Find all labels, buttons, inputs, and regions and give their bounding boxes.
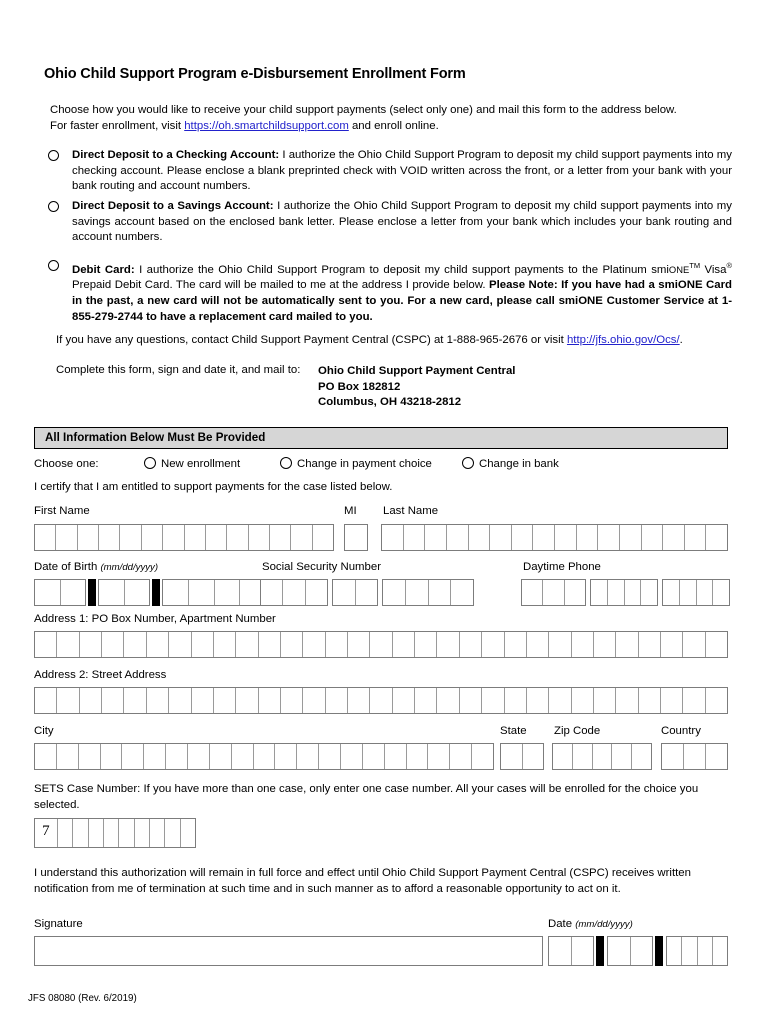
state-input[interactable]	[500, 743, 544, 770]
comb-cell[interactable]	[283, 580, 305, 605]
comb-cell[interactable]	[697, 580, 714, 605]
comb-cell[interactable]	[667, 937, 682, 965]
comb-cell[interactable]	[259, 688, 281, 713]
comb-cell[interactable]	[326, 632, 348, 657]
comb-cell[interactable]	[598, 525, 620, 550]
comb-cell[interactable]	[490, 525, 512, 550]
city-input[interactable]	[34, 743, 494, 770]
comb-cell[interactable]	[641, 580, 657, 605]
page-title: Ohio Child Support Program e-Disbursement Enrollment Form	[44, 66, 466, 82]
payment-option-savings-text	[72, 199, 732, 246]
comb-cell[interactable]	[57, 744, 79, 769]
comb-cell[interactable]	[189, 580, 215, 605]
comb-cell[interactable]	[447, 525, 469, 550]
comb-cell[interactable]	[142, 525, 163, 550]
comb-cell[interactable]	[89, 819, 104, 847]
comb-cell[interactable]	[393, 688, 415, 713]
questions-line	[56, 334, 683, 346]
comb-cell[interactable]	[407, 744, 429, 769]
comb-cell[interactable]	[577, 525, 599, 550]
zip-code-label: Zip Code	[554, 725, 601, 737]
comb-cell[interactable]	[594, 632, 616, 657]
ssn-serial-input[interactable]	[382, 579, 474, 606]
signature-input[interactable]	[34, 936, 543, 966]
comb-cell[interactable]	[450, 744, 472, 769]
comb-cell[interactable]	[437, 632, 459, 657]
payment-option-checking-body: I authorize the Ohio Child Support Program to deposit my child support payments into my checking account. Please enclose a blank preprinted check with VOID written across the front, or a letter from your bank with your bank routing and account numbers.	[72, 149, 732, 193]
comb-cell[interactable]	[102, 688, 124, 713]
payment-option-savings-body: I authorize the Ohio Child Support Program to deposit my child support payments into my savings account based on the enclosed bank letter. Please enclose a letter from your bank which includes your bank routing and account numbers.	[72, 200, 732, 244]
comb-cell[interactable]	[169, 688, 191, 713]
comb-cell[interactable]	[608, 937, 631, 965]
comb-cell[interactable]	[460, 688, 482, 713]
comb-cell[interactable]	[522, 580, 543, 605]
comb-cell[interactable]	[101, 744, 123, 769]
comb-cell[interactable]	[662, 744, 684, 769]
comb-cell[interactable]	[120, 525, 141, 550]
comb-cell[interactable]	[472, 744, 493, 769]
questions-text-post: .	[679, 334, 683, 346]
questions-text-pre: If you have any questions, contact Child Support Payment Central (CSPC) at 1-888-965-2676 or visit	[56, 334, 567, 346]
mi-label: MI	[344, 505, 357, 517]
mailto-line-1: Ohio Child Support Payment Central	[318, 365, 516, 377]
daytime-phone-line-input[interactable]	[662, 579, 730, 606]
comb-cell[interactable]	[533, 525, 555, 550]
comb-cell[interactable]	[102, 632, 124, 657]
mailto-line-3: Columbus, OH 43218-2812	[318, 396, 462, 408]
comb-cell[interactable]	[632, 744, 651, 769]
payment-option-savings-label: Direct Deposit to a Savings Account:	[72, 200, 274, 212]
signature-label: Signature	[34, 918, 83, 930]
city-label: City	[34, 725, 54, 737]
comb-cell[interactable]	[348, 688, 370, 713]
comb-cell[interactable]	[661, 688, 683, 713]
intro-line-2-pre: For faster enrollment, visit	[50, 119, 185, 132]
comb-cell[interactable]	[573, 744, 593, 769]
choose-option-change-in-bank-label: Change in bank	[479, 458, 559, 470]
payment-option-checking[interactable]	[46, 148, 732, 195]
state-label: State	[500, 725, 527, 737]
address1-label: Address 1: PO Box Number, Apartment Number	[34, 613, 276, 625]
comb-cell[interactable]	[270, 525, 291, 550]
comb-cell[interactable]	[631, 937, 653, 965]
comb-cell[interactable]	[281, 688, 303, 713]
comb-cell[interactable]	[35, 525, 56, 550]
intro-paragraph	[50, 103, 732, 134]
comb-cell[interactable]	[61, 580, 86, 605]
comb-cell[interactable]	[706, 632, 727, 657]
jfs-ocs-link[interactable]: http://jfs.ohio.gov/Ocs/	[566, 334, 680, 346]
choose-option-change-payment-choice[interactable]	[280, 457, 432, 470]
comb-cell[interactable]	[460, 632, 482, 657]
comb-cell[interactable]	[58, 819, 73, 847]
comb-cell[interactable]	[236, 632, 258, 657]
comb-cell[interactable]	[35, 580, 61, 605]
comb-cell[interactable]	[135, 819, 150, 847]
signature-date-day-input[interactable]	[607, 936, 653, 966]
comb-cell[interactable]	[124, 632, 146, 657]
comb-cell[interactable]	[437, 688, 459, 713]
comb-cell[interactable]	[642, 525, 664, 550]
certify-statement: I certify that I am entitled to support payments for the case listed below.	[34, 481, 393, 493]
comb-cell[interactable]	[549, 688, 571, 713]
choose-one-row	[34, 456, 734, 476]
comb-cell[interactable]	[385, 744, 407, 769]
comb-cell[interactable]	[348, 632, 370, 657]
comb-cell[interactable]	[683, 688, 705, 713]
comb-cell[interactable]	[104, 819, 119, 847]
comb-cell[interactable]	[363, 744, 385, 769]
comb-cell[interactable]	[163, 525, 184, 550]
comb-cell[interactable]	[165, 819, 180, 847]
comb-cell[interactable]	[594, 688, 616, 713]
comb-cell[interactable]	[706, 525, 727, 550]
comb-cell[interactable]	[345, 525, 367, 550]
comb-cell[interactable]	[333, 580, 356, 605]
smione-one-smallcaps: ONE	[668, 263, 690, 275]
comb-cell[interactable]	[682, 937, 697, 965]
comb-cell[interactable]	[99, 525, 120, 550]
comb-cell[interactable]	[393, 632, 415, 657]
comb-cell[interactable]	[192, 688, 214, 713]
comb-cell[interactable]	[144, 744, 166, 769]
date-of-birth-day-input[interactable]	[98, 579, 150, 606]
comb-cell[interactable]	[261, 580, 283, 605]
comb-cell[interactable]	[99, 580, 125, 605]
date-of-birth-month-input[interactable]	[34, 579, 86, 606]
comb-cell[interactable]	[482, 632, 504, 657]
choose-option-change-payment-choice-label: Change in payment choice	[297, 458, 432, 470]
comb-cell[interactable]	[451, 580, 473, 605]
comb-cell[interactable]	[306, 580, 327, 605]
comb-cell[interactable]	[706, 744, 727, 769]
comb-cell[interactable]	[147, 688, 169, 713]
comb-cell[interactable]	[572, 937, 594, 965]
comb-cell[interactable]	[227, 525, 248, 550]
comb-cell[interactable]	[706, 688, 727, 713]
comb-cell[interactable]	[166, 744, 188, 769]
comb-cell[interactable]	[505, 688, 527, 713]
ssn-area-input[interactable]	[260, 579, 328, 606]
comb-cell[interactable]	[79, 744, 101, 769]
comb-cell[interactable]	[661, 632, 683, 657]
comb-cell[interactable]	[591, 580, 608, 605]
comb-cell[interactable]	[78, 525, 99, 550]
comb-cell[interactable]	[425, 525, 447, 550]
comb-cell[interactable]: 7	[35, 819, 58, 847]
sets-case-number-label: SETS Case Number: If you have more than one case, only enter one case number. All your cases will be enrolled for the choice you selected.	[34, 783, 699, 811]
comb-cell[interactable]	[80, 688, 102, 713]
registered-symbol: ®	[726, 261, 732, 270]
comb-cell[interactable]	[297, 744, 319, 769]
comb-cell[interactable]	[553, 744, 573, 769]
comb-cell[interactable]	[236, 688, 258, 713]
comb-cell[interactable]	[259, 632, 281, 657]
mailto-address	[318, 364, 515, 411]
comb-cell[interactable]	[356, 580, 378, 605]
comb-cell[interactable]	[326, 688, 348, 713]
comb-cell[interactable]	[527, 688, 549, 713]
comb-cell[interactable]	[124, 688, 146, 713]
comb-cell[interactable]	[565, 580, 585, 605]
trademark-symbol: TM	[689, 261, 701, 270]
comb-cell[interactable]	[370, 632, 392, 657]
comb-cell[interactable]	[639, 632, 661, 657]
country-input[interactable]	[661, 743, 728, 770]
comb-cell[interactable]	[215, 580, 241, 605]
comb-cell[interactable]	[192, 632, 214, 657]
signature-date-separator-1	[596, 936, 604, 966]
payment-option-checking-label: Direct Deposit to a Checking Account:	[72, 149, 280, 161]
comb-cell[interactable]	[169, 632, 191, 657]
choose-one-label: Choose one:	[34, 458, 99, 470]
comb-cell[interactable]	[404, 525, 426, 550]
signature-date-separator-2	[655, 936, 663, 966]
comb-cell[interactable]	[572, 688, 594, 713]
comb-cell[interactable]	[415, 688, 437, 713]
comb-cell[interactable]	[57, 632, 79, 657]
debit-please-note: Please Note: If you have had a smiONE Card in the past, a new card will not be automatically sent to you. For a new card, please call smiONE Customer Service at 1-855-279-2744 to have a replacement card mailed to you.	[72, 279, 733, 323]
mi-input[interactable]	[344, 524, 368, 551]
comb-cell[interactable]	[254, 744, 276, 769]
payment-option-debit-card[interactable]	[46, 258, 732, 325]
signature-date-label	[548, 918, 633, 930]
comb-cell[interactable]	[429, 580, 452, 605]
ssn-label: Social Security Number	[262, 561, 382, 573]
debit-body-1: I authorize the Ohio Child Support Program to deposit my child support payments to the Platinum smi	[134, 263, 669, 276]
daytime-phone-prefix-input[interactable]	[590, 579, 658, 606]
date-of-birth-year-input[interactable]	[162, 579, 266, 606]
comb-cell[interactable]	[683, 632, 705, 657]
comb-cell[interactable]	[505, 632, 527, 657]
last-name-label: Last Name	[383, 505, 439, 517]
comb-cell[interactable]	[214, 688, 236, 713]
comb-cell[interactable]	[527, 632, 549, 657]
payment-option-checking-text	[72, 148, 732, 195]
daytime-phone-area-input[interactable]	[521, 579, 586, 606]
mailto-line-2: PO Box 182812	[318, 380, 401, 393]
payment-option-debit-card-label: Debit Card:	[72, 263, 135, 276]
comb-cell[interactable]	[125, 580, 150, 605]
comb-cell[interactable]	[232, 744, 254, 769]
comb-cell[interactable]	[698, 937, 713, 965]
comb-cell[interactable]	[616, 688, 638, 713]
comb-cell[interactable]	[428, 744, 450, 769]
comb-cell[interactable]	[313, 525, 333, 550]
comb-cell[interactable]	[210, 744, 232, 769]
comb-cell[interactable]	[620, 525, 642, 550]
comb-cell[interactable]	[555, 525, 577, 550]
comb-cell[interactable]	[406, 580, 429, 605]
comb-cell[interactable]	[249, 525, 270, 550]
comb-cell[interactable]	[56, 525, 77, 550]
zip-code-input[interactable]	[552, 743, 652, 770]
comb-cell[interactable]	[341, 744, 363, 769]
comb-cell[interactable]	[549, 937, 572, 965]
comb-cell[interactable]	[119, 819, 134, 847]
radio-change-payment-choice[interactable]	[280, 457, 292, 469]
radio-change-in-bank[interactable]	[462, 457, 474, 469]
comb-cell[interactable]	[188, 744, 210, 769]
comb-cell[interactable]	[713, 937, 727, 965]
comb-cell[interactable]	[150, 819, 165, 847]
ssn-group-input[interactable]	[332, 579, 378, 606]
comb-cell[interactable]	[612, 744, 632, 769]
comb-cell[interactable]	[214, 632, 236, 657]
comb-cell[interactable]	[680, 580, 697, 605]
country-label: Country	[661, 725, 701, 737]
comb-cell[interactable]	[303, 688, 325, 713]
date-separator-2	[152, 579, 160, 606]
payment-option-debit-card-text	[72, 258, 732, 325]
comb-cell[interactable]	[684, 744, 706, 769]
comb-cell[interactable]	[713, 580, 729, 605]
comb-cell[interactable]	[73, 819, 88, 847]
signature-date-month-input[interactable]	[548, 936, 594, 966]
comb-cell[interactable]	[185, 525, 206, 550]
comb-cell[interactable]	[685, 525, 707, 550]
radio-debit-card[interactable]	[48, 260, 59, 271]
authorization-paragraph: I understand this authorization will remain in full force and effect until Ohio Child Support Payment Central (CSPC) receives written notification from me of termination at such time and in such manner as to afford a reasonable opportunity to act on it.	[34, 867, 691, 895]
address2-input[interactable]	[34, 687, 728, 714]
first-name-input[interactable]	[34, 524, 334, 551]
sets-case-number-input[interactable]	[34, 818, 196, 848]
comb-cell[interactable]	[608, 580, 625, 605]
address2-label: Address 2: Street Address	[34, 669, 167, 681]
intro-line-2-post: and enroll online.	[348, 119, 439, 132]
choose-option-new-enrollment[interactable]	[144, 457, 240, 470]
payment-option-savings[interactable]	[46, 199, 732, 246]
date-of-birth-format: (mm/dd/yyyy)	[100, 562, 159, 573]
comb-cell[interactable]	[35, 744, 57, 769]
smartchildsupport-link[interactable]: https://oh.smartchildsupport.com	[184, 119, 349, 132]
comb-cell[interactable]	[663, 525, 685, 550]
radio-savings[interactable]	[48, 201, 59, 212]
comb-cell[interactable]	[639, 688, 661, 713]
comb-cell[interactable]	[469, 525, 491, 550]
comb-cell[interactable]	[80, 632, 102, 657]
comb-cell[interactable]	[482, 688, 504, 713]
debit-body-3: Prepaid Debit Card. The card will be mailed to me at the address I provide below.	[72, 279, 489, 292]
comb-cell[interactable]	[543, 580, 564, 605]
comb-cell[interactable]	[163, 580, 189, 605]
first-name-label: First Name	[34, 505, 90, 517]
comb-cell[interactable]	[35, 632, 57, 657]
comb-cell[interactable]	[415, 632, 437, 657]
comb-cell[interactable]	[35, 688, 57, 713]
comb-cell[interactable]	[572, 632, 594, 657]
radio-checking[interactable]	[48, 150, 59, 161]
comb-cell[interactable]	[291, 525, 312, 550]
comb-cell[interactable]	[303, 632, 325, 657]
signature-date-year-input[interactable]	[666, 936, 728, 966]
comb-cell[interactable]	[147, 632, 169, 657]
debit-body-2: Visa	[700, 263, 727, 276]
comb-cell[interactable]	[382, 525, 404, 550]
comb-cell[interactable]	[593, 744, 613, 769]
comb-cell[interactable]	[663, 580, 680, 605]
intro-line-1: Choose how you would like to receive your child support payments (select only one) and mail this form to the address below.	[50, 104, 677, 116]
comb-cell[interactable]	[181, 819, 195, 847]
comb-cell[interactable]	[281, 632, 303, 657]
signature-date-label-text: Date	[548, 918, 573, 930]
radio-new-enrollment[interactable]	[144, 457, 156, 469]
comb-cell[interactable]	[206, 525, 227, 550]
date-of-birth-label	[34, 561, 158, 573]
choose-option-new-enrollment-label: New enrollment	[161, 458, 241, 470]
comb-cell[interactable]	[319, 744, 341, 769]
comb-cell[interactable]	[512, 525, 534, 550]
comb-cell[interactable]	[122, 744, 144, 769]
comb-cell[interactable]	[549, 632, 571, 657]
comb-cell[interactable]	[370, 688, 392, 713]
comb-cell[interactable]	[616, 632, 638, 657]
choose-option-change-in-bank[interactable]	[462, 457, 559, 470]
date-of-birth-label-text: Date of Birth	[34, 561, 98, 573]
last-name-input[interactable]	[381, 524, 728, 551]
comb-cell[interactable]	[523, 744, 544, 769]
section-header-bar: All Information Below Must Be Provided	[34, 427, 728, 449]
comb-cell[interactable]	[501, 744, 523, 769]
signature-date-format: (mm/dd/yyyy)	[575, 919, 633, 930]
comb-cell[interactable]	[625, 580, 642, 605]
comb-cell[interactable]	[57, 688, 79, 713]
comb-cell[interactable]	[275, 744, 297, 769]
mailto-label: Complete this form, sign and date it, and mail to:	[56, 364, 301, 376]
comb-cell[interactable]	[383, 580, 406, 605]
address1-input[interactable]	[34, 631, 728, 658]
daytime-phone-label: Daytime Phone	[523, 561, 601, 573]
date-separator-1	[88, 579, 96, 606]
form-footer-code: JFS 08080 (Rev. 6/2019)	[28, 993, 137, 1004]
